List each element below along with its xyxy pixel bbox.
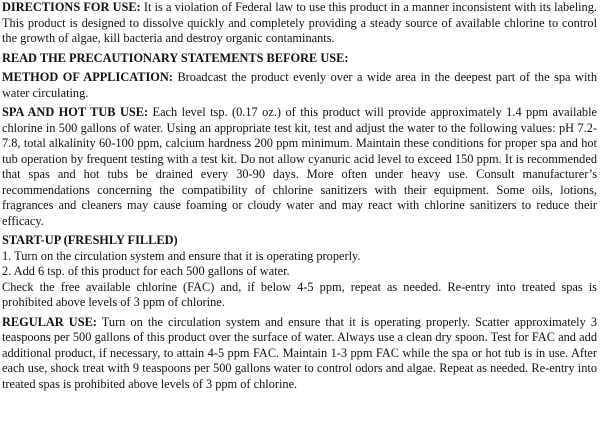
method-heading: METHOD OF APPLICATION: — [2, 70, 173, 84]
directions-paragraph — [2, 0, 597, 47]
startup-step-2: 2. Add 6 tsp. of this product for each 500 gallons of water. — [2, 264, 290, 278]
method-text: Broadcast the product evenly over a wide area in the deepest part of the spa with water circulating. — [2, 70, 598, 100]
startup-heading: START-UP (FRESHLY FILLED) — [2, 233, 178, 247]
regular-use-paragraph — [2, 315, 597, 393]
startup-step-1: 1. Turn on the circulation system and ensure that it is operating properly. — [2, 248, 361, 263]
directions-text: It is a violation of Federal law to use this product in a manner inconsistent with its labeling. This product is designed to dissolve quickly and completely providing a steady source of available chlorine to control the growth of algae, kill bacteria and destroy organic contaminants. — [2, 0, 597, 45]
directions-heading: DIRECTIONS FOR USE: — [2, 0, 141, 14]
spa-hot-tub-text: Each level tsp. (0.17 oz.) of this product will provide approximately 1.4 ppm available chlorine in 500 gallons of water. Using an appropriate test kit, test and adjust the water to the following values: pH 7.2-7.8, total alkalinity 60-100 ppm, calcium hardness 200 ppm minimum. Maintain these conditions for proper spa and hot tub operation by frequent testing with a test kit. Do not allow cyanuric acid level to exceed 150 ppm. It is recommended that spas and hot tubs be drained every 30-90 days. More often under heavy use. Consult manufacturer’s recommendations concerning the compatibility of chlorine sanitizers with their equipment. Some oils, lotions, fragrances and cleaners may cause foaming or cloudy water and may react with chlorine sanitizers to reduce their efficacy. — [2, 105, 598, 228]
precautionary-heading: READ THE PRECAUTIONARY STATEMENTS BEFORE USE: — [2, 50, 349, 65]
method-paragraph — [2, 70, 597, 101]
precautionary-paragraph — [2, 51, 597, 67]
spa-hot-tub-heading: SPA AND HOT TUB USE: — [2, 105, 149, 119]
spa-hot-tub-paragraph — [2, 105, 597, 229]
regular-use-heading: REGULAR USE: — [2, 314, 97, 329]
startup-paragraph — [2, 233, 597, 311]
regular-use-text: Turn on the circulation system and ensure that it is operating properly. Scatter approximately 3 teaspoons per 500 gallons of this product over the surface of water. Always use a clean dry spoon. Test for FAC and add additional product, if necessary, to attain 4-5 ppm FAC. Maintain 1-3 ppm FAC while the spa or hot tub is in use. After each use, shock treat with 9 teaspoons per 500 gallons water to control odors and algae. Repeat as needed. Re-entry into treated spas is prohibited above levels of 3 ppm of chlorine. — [2, 314, 597, 391]
startup-check-text: Check the free available chlorine (FAC) and, if below 4-5 ppm, repeat as needed. Re-entry into treated spas is prohibited above levels of 3 ppm of chlorine. — [2, 279, 597, 309]
